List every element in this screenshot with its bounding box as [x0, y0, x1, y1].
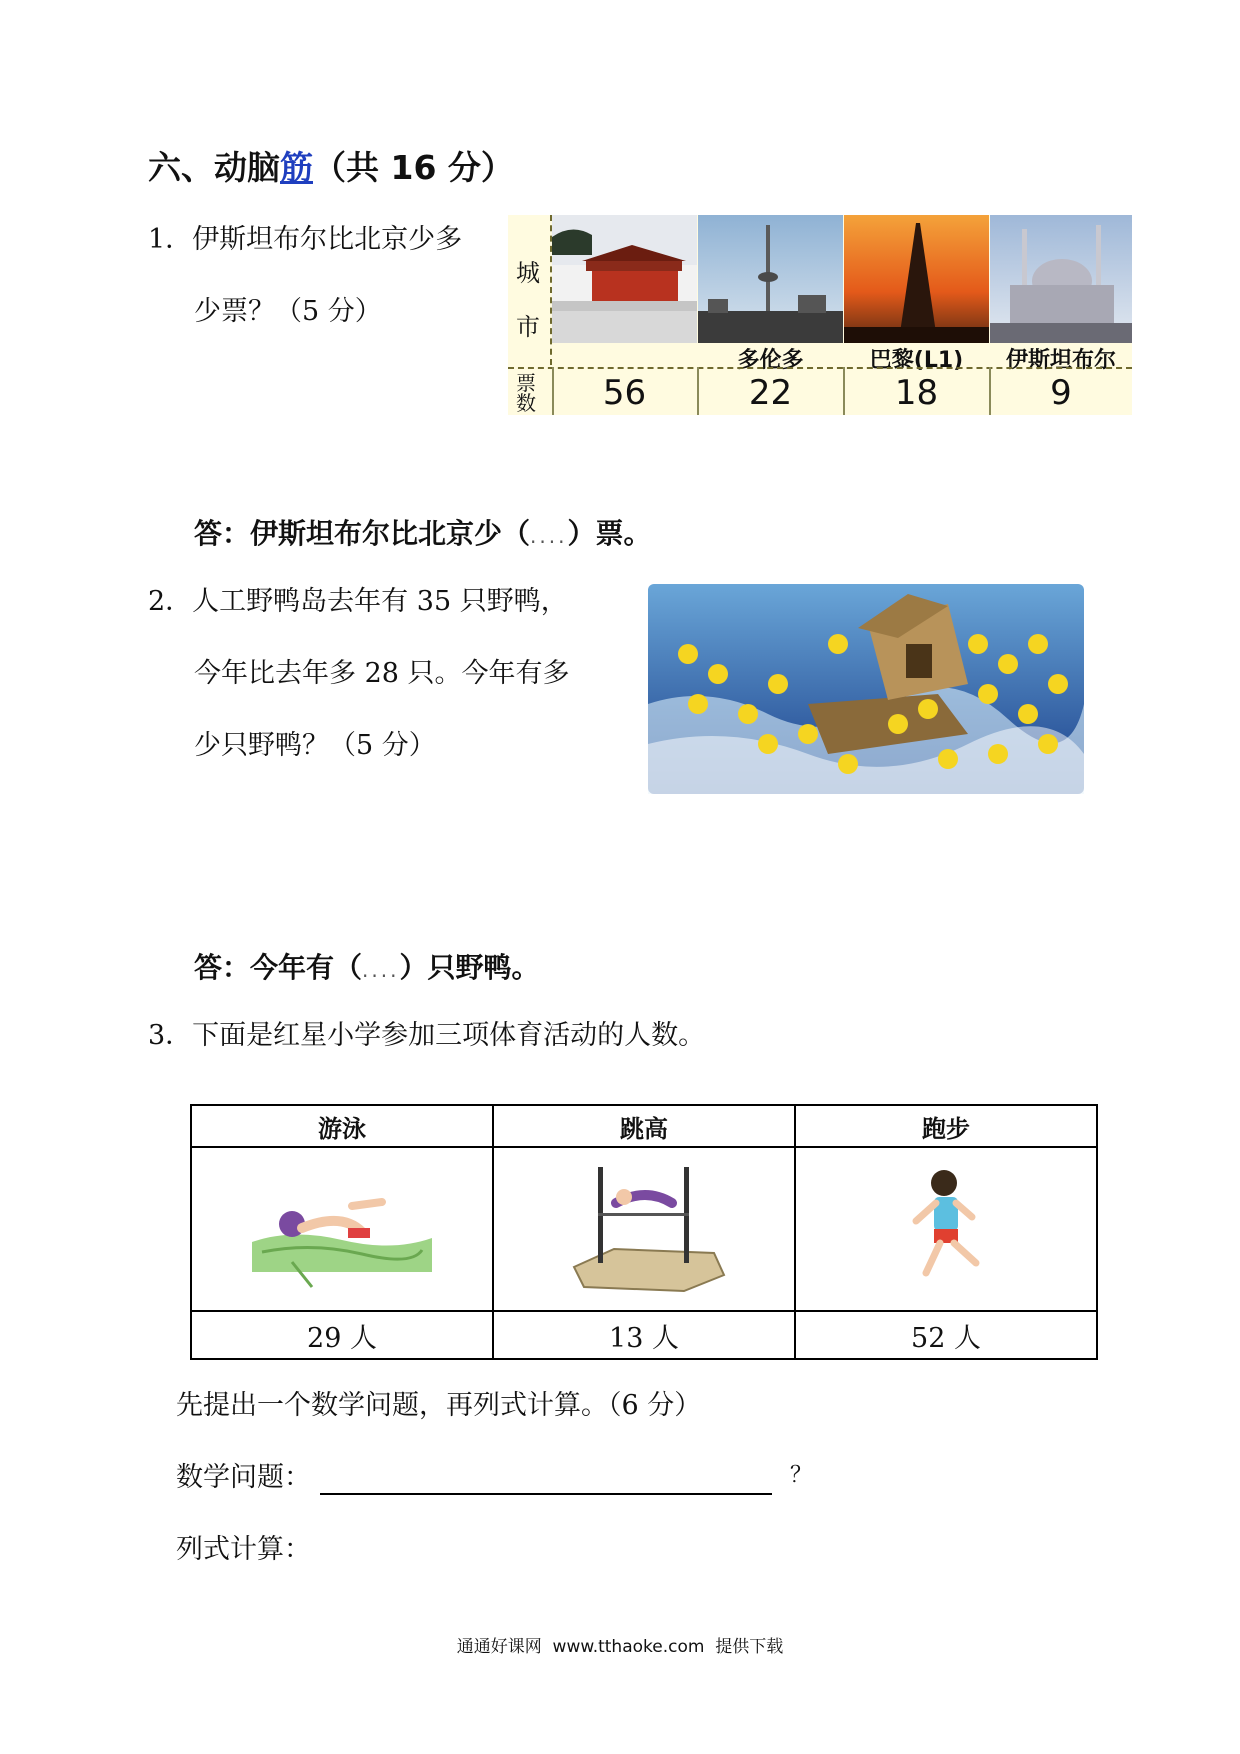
toronto-photo	[698, 215, 843, 343]
city-label-char-2: 市	[516, 313, 540, 341]
q3-question-label: 数学问题：	[176, 1462, 311, 1493]
runner-icon	[856, 1157, 1036, 1297]
section-title-suffix: （共 16 分）	[313, 148, 514, 187]
city-row-label	[508, 215, 552, 365]
tickets-row-label	[516, 373, 536, 413]
question-answer-line[interactable]	[320, 1493, 772, 1495]
city-name-2: 多伦多	[737, 348, 804, 373]
q2-line3: 少只野鸭？（5 分）	[194, 730, 436, 761]
count-high-jump: 13 人	[493, 1311, 795, 1359]
istanbul-photo	[990, 215, 1132, 343]
tickets-value-2: 22	[748, 373, 793, 413]
page-footer: 通通好课网 www.tthaoke.com 提供下载	[456, 1637, 784, 1657]
city-label-char-1: 城	[516, 259, 540, 287]
q2-line2: 今年比去年多 28 只。今年有多	[194, 658, 570, 689]
q1-line1: 1．伊斯坦布尔比北京少多	[148, 224, 463, 255]
city-ticket-table	[508, 215, 1132, 415]
tickets-value-3: 18	[894, 373, 939, 413]
beijing-photo	[552, 215, 697, 343]
sports-table	[190, 1104, 1098, 1360]
section-title	[148, 142, 514, 189]
city-name-3: 巴黎(L1)	[869, 348, 964, 373]
count-running: 52 人	[795, 1311, 1097, 1359]
q1-line2: 少票？（5 分）	[194, 296, 382, 327]
tickets-value-1: 56	[602, 373, 647, 413]
paris-photo	[844, 215, 989, 343]
q1-answer-suffix: ）票。	[567, 517, 652, 550]
header-high-jump: 跳高	[493, 1105, 795, 1147]
tickets-label-char-1: 票	[516, 371, 536, 395]
tickets-value-4: 9	[1050, 373, 1072, 413]
section-title-prefix: 六、动脑	[148, 148, 280, 187]
q1-answer	[194, 512, 651, 552]
city-name-1	[552, 343, 697, 367]
q2-answer	[194, 946, 539, 986]
duck-island-picture	[648, 584, 1084, 794]
count-swimming: 29 人	[191, 1311, 493, 1359]
running-cell	[795, 1147, 1097, 1311]
q2-answer-prefix: 答：今年有（	[194, 951, 363, 984]
swimmer-icon	[252, 1162, 432, 1292]
header-swimming: 游泳	[191, 1105, 493, 1147]
q2-answer-blank[interactable]: ....	[362, 958, 400, 982]
q3-calc-label: 列式计算：	[176, 1534, 311, 1565]
q3-prompt: 先提出一个数学问题，再列式计算。（6 分）	[176, 1390, 702, 1421]
q1-answer-prefix: 答：伊斯坦布尔比北京少（	[194, 517, 531, 550]
q1-answer-blank[interactable]: ....	[530, 524, 568, 548]
q3-question-mark: ？	[790, 1463, 813, 1488]
city-name-4: 伊斯坦布尔	[1005, 348, 1116, 373]
q3-intro: 3．下面是红星小学参加三项体育活动的人数。	[148, 1020, 706, 1051]
high-jump-cell	[493, 1147, 795, 1311]
table-divider	[508, 367, 1132, 369]
swimming-cell	[191, 1147, 493, 1311]
q2-line1: 2．人工野鸭岛去年有 35 只野鸭，	[148, 586, 568, 617]
section-title-link[interactable]: 筋	[280, 148, 313, 187]
tickets-label-char-2: 数	[516, 391, 536, 415]
header-running: 跑步	[795, 1105, 1097, 1147]
q2-answer-suffix: ）只野鸭。	[399, 951, 540, 984]
high-jumper-icon	[554, 1157, 734, 1297]
